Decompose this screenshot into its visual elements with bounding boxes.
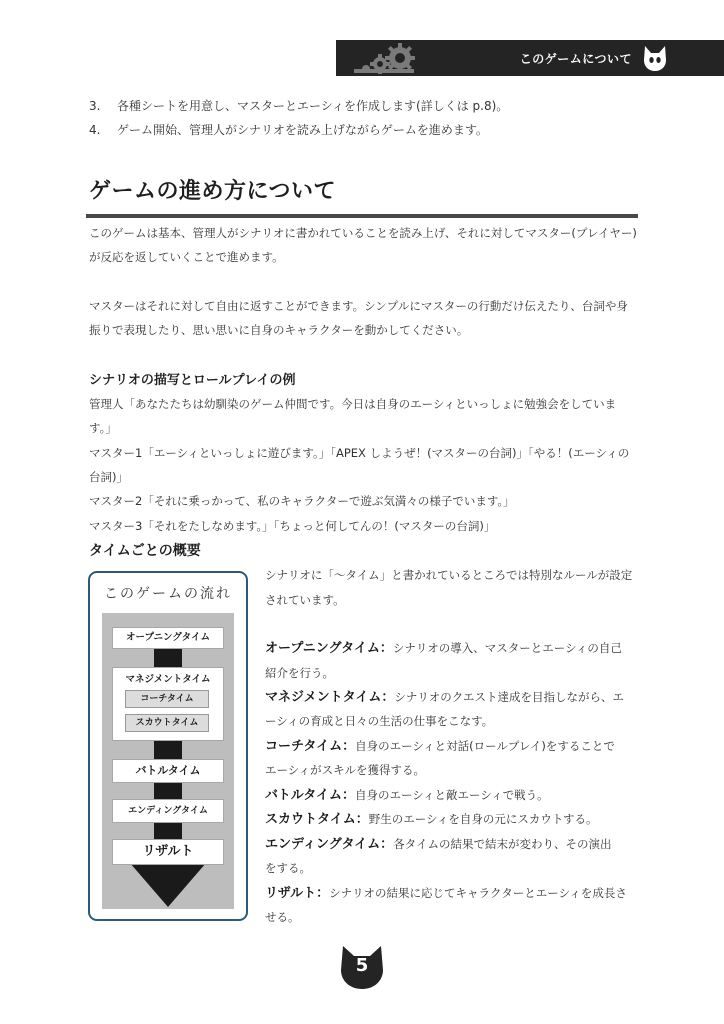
term-opening: オープニングタイム： xyxy=(265,641,393,656)
intro-line-2: が反応を返していくことで進めます。 xyxy=(89,250,284,264)
list-text: 各種シートを用意し、マスターとエーシィを作成します(詳しくは p.8)。 xyxy=(117,99,509,113)
desc-ending xyxy=(265,832,645,858)
time-intro-line-2: されています。 xyxy=(265,593,345,607)
desc-text: 自身のエーシィと敵エーシィで戦う。 xyxy=(354,788,549,802)
example-line: マスター2「それに乗っかって、私のキャラクターで遊ぶ気満々の様子でいます。」 xyxy=(89,494,515,508)
time-heading: タイムごとの概要 xyxy=(89,543,201,559)
cat-face-icon xyxy=(642,44,668,72)
desc-opening-cont: 紹介を行う。 xyxy=(265,666,334,680)
intro-line-1: このゲームは基本、管理人がシナリオに書かれていることを読み上げ、それに対してマスター(プレイヤー) xyxy=(89,226,637,240)
desc-result xyxy=(265,881,645,907)
down-arrow-icon xyxy=(130,863,206,907)
paragraph2-line-1: マスターはそれに対して自由に返すことができます。シンプルにマスターの行動だけ伝えたり、台詞や身 xyxy=(89,299,628,313)
desc-text: シナリオのクエスト達成を目指しながら、エ xyxy=(394,690,625,704)
term-ending: エンディングタイム： xyxy=(265,837,394,852)
step-management xyxy=(112,667,224,741)
desc-text: シナリオの結果に応じてキャラクターとエーシィを成長さ xyxy=(329,886,627,900)
term-management: マネジメントタイム： xyxy=(265,690,395,705)
gears-icon xyxy=(352,42,424,74)
desc-scout xyxy=(265,807,645,833)
example-line: す。」 xyxy=(89,421,117,435)
paragraph2-line-2: 振りで表現したり、思い思いに自身のキャラクターを動かしてください。 xyxy=(89,323,469,337)
list-number: 3. xyxy=(89,99,101,113)
example-line: 台詞)」 xyxy=(89,470,128,484)
list-number: 4. xyxy=(89,123,101,137)
desc-coach-cont: エーシィがスキルを獲得する。 xyxy=(265,763,425,777)
step-coach: コーチタイム xyxy=(125,690,209,708)
example-line: 管理人「あなたたちは幼馴染のゲーム仲間です。今日は自身のエーシィといっしょに勉強会をしていま xyxy=(89,397,617,411)
step-management-label: マネジメントタイム xyxy=(125,674,211,685)
flow-spine xyxy=(154,629,182,867)
header-title: このゲームについて xyxy=(519,52,632,66)
term-scout: スカウトタイム： xyxy=(265,812,369,827)
heading-underline xyxy=(86,214,638,218)
game-flow-diagram xyxy=(88,571,248,921)
example-heading: シナリオの描写とロールプレイの例 xyxy=(89,373,296,388)
time-intro-line-1: シナリオに「～タイム」と書かれているところでは特別なルールが設定 xyxy=(265,568,633,582)
step-list xyxy=(89,94,649,142)
list-text: ゲーム開始、管理人がシナリオを読み上げながらゲームを進めます。 xyxy=(117,123,488,137)
desc-text: 野生のエーシィを自身の元にスカウトする。 xyxy=(368,812,598,826)
step-opening: オープニングタイム xyxy=(112,627,224,649)
flow-title: このゲームの流れ xyxy=(104,586,232,602)
section-heading: ゲームの進め方について xyxy=(89,179,337,204)
step-scout: スカウトタイム xyxy=(125,714,209,732)
desc-text: シナリオの導入、マスターとエーシィの自己 xyxy=(392,641,622,655)
term-result: リザルト： xyxy=(265,886,330,901)
step-result: リザルト xyxy=(112,839,224,865)
example-line: マスター1「エーシィといっしょに遊びます。」「APEX しようぜ！(マスターの台詞)」「やる！(エーシィの xyxy=(89,446,630,460)
list-item xyxy=(89,118,649,142)
example-line: マスター3「それをたしなめます。」「ちょっと何してんの！(マスターの台詞)」 xyxy=(89,519,496,533)
page-number: 5 xyxy=(355,955,369,976)
desc-text: 自身のエーシィと対話(ロールプレイ)をすることで xyxy=(355,739,615,753)
desc-ending-cont: をする。 xyxy=(265,861,311,875)
term-battle: バトルタイム： xyxy=(265,788,355,803)
desc-management xyxy=(265,685,645,711)
flow-panel xyxy=(102,613,234,909)
list-item xyxy=(89,94,649,118)
desc-opening xyxy=(265,636,645,662)
desc-battle xyxy=(265,783,645,809)
step-battle: バトルタイム xyxy=(112,759,224,783)
desc-coach xyxy=(265,734,645,760)
desc-text: 各タイムの結果で結末が変わり、その演出 xyxy=(393,837,612,851)
step-ending: エンディングタイム xyxy=(112,799,224,823)
desc-management-cont: ーシィの育成と日々の生活の仕事をこなす。 xyxy=(265,714,494,728)
header-bar xyxy=(336,40,724,76)
desc-result-cont: せる。 xyxy=(265,910,300,924)
term-coach: コーチタイム： xyxy=(265,739,356,754)
